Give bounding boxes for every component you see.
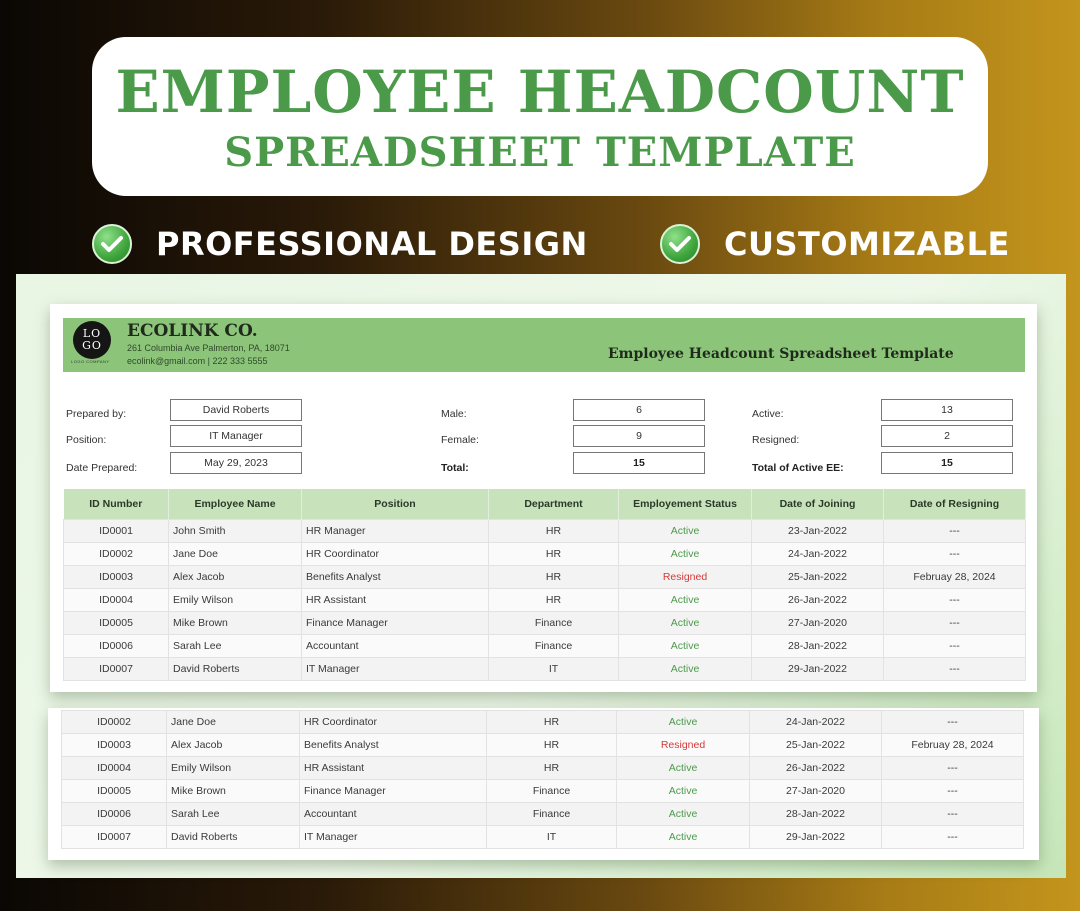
cell-joining-date[interactable]: 27-Jan-2020	[750, 780, 882, 803]
table-row[interactable]	[62, 711, 1024, 734]
cell-id[interactable]: ID0002	[64, 542, 169, 565]
total-active-field[interactable]: 15	[881, 452, 1013, 474]
cell-resigning-date[interactable]: ---	[884, 542, 1026, 565]
cell-status[interactable]: Resigned	[617, 734, 750, 757]
feature-label: CUSTOMIZABLE	[724, 225, 1010, 263]
table-row[interactable]	[64, 634, 1026, 657]
column-header[interactable]: Date of Joining	[752, 489, 884, 519]
table-row[interactable]	[62, 734, 1024, 757]
cell-joining-date[interactable]: 27-Jan-2020	[752, 611, 884, 634]
column-header[interactable]: Employement Status	[619, 489, 752, 519]
cell-department[interactable]: HR	[487, 734, 617, 757]
cell-name[interactable]: David Roberts	[169, 657, 302, 680]
prepared-by-label: Prepared by:	[66, 408, 127, 420]
cell-department[interactable]: Finance	[489, 611, 619, 634]
company-address: 261 Columbia Ave Palmerton, PA, 18071	[127, 343, 290, 353]
table-header-row	[64, 489, 1026, 519]
cell-resigning-date[interactable]: ---	[884, 634, 1026, 657]
resigned-label: Resigned:	[752, 434, 800, 446]
cell-status[interactable]: Active	[617, 757, 750, 780]
cell-status[interactable]: Active	[619, 634, 752, 657]
active-count-field[interactable]: 13	[881, 399, 1013, 421]
cell-id[interactable]: ID0002	[62, 711, 167, 734]
cell-resigning-date[interactable]: ---	[884, 657, 1026, 680]
cell-id[interactable]: ID0005	[64, 611, 169, 634]
date-prepared-field[interactable]: May 29, 2023	[170, 452, 302, 474]
cell-status[interactable]: Active	[617, 826, 750, 849]
cell-joining-date[interactable]: 24-Jan-2022	[752, 542, 884, 565]
cell-joining-date[interactable]: 24-Jan-2022	[750, 711, 882, 734]
check-circle-icon	[92, 224, 132, 264]
employee-table	[63, 489, 1026, 681]
spreadsheet-preview	[50, 304, 1037, 692]
cell-department[interactable]: HR	[489, 565, 619, 588]
cell-resigning-date[interactable]: ---	[882, 826, 1024, 849]
cell-resigning-date[interactable]: Februay 28, 2024	[884, 565, 1026, 588]
cell-id[interactable]: ID0003	[62, 734, 167, 757]
cell-status[interactable]: Active	[619, 588, 752, 611]
cell-id[interactable]: ID0006	[64, 634, 169, 657]
cell-id[interactable]: ID0007	[62, 826, 167, 849]
logo-text: GO	[82, 339, 102, 352]
cell-position[interactable]: Finance Manager	[300, 780, 487, 803]
cell-position[interactable]: Accountant	[300, 803, 487, 826]
table-row[interactable]	[64, 611, 1026, 634]
total-label: Total:	[441, 462, 469, 474]
cell-joining-date[interactable]: 26-Jan-2022	[752, 588, 884, 611]
feature-label: PROFESSIONAL DESIGN	[156, 225, 588, 263]
cell-resigning-date[interactable]: ---	[882, 803, 1024, 826]
employee-table-zoom	[61, 710, 1024, 849]
cell-department[interactable]: Finance	[487, 780, 617, 803]
banner-subtitle: SPREADSHEET TEMPLATE	[224, 129, 856, 176]
cell-joining-date[interactable]: 26-Jan-2022	[750, 757, 882, 780]
cell-name[interactable]: Mike Brown	[169, 611, 302, 634]
table-row[interactable]	[62, 803, 1024, 826]
cell-status[interactable]: Active	[617, 803, 750, 826]
cell-name[interactable]: Mike Brown	[167, 780, 300, 803]
cell-position[interactable]: HR Assistant	[300, 757, 487, 780]
logo-caption: LOGO COMPANY	[71, 359, 110, 364]
preview-stage	[16, 274, 1066, 878]
cell-position[interactable]: IT Manager	[302, 657, 489, 680]
feature-customizable	[660, 222, 1010, 266]
cell-name[interactable]: Alex Jacob	[169, 565, 302, 588]
cell-id[interactable]: ID0007	[64, 657, 169, 680]
cell-name[interactable]: Emily Wilson	[167, 757, 300, 780]
cell-department[interactable]: HR	[487, 711, 617, 734]
banner-title: EMPLOYEE HEADCOUNT	[115, 58, 965, 126]
total-active-label: Total of Active EE:	[752, 462, 844, 474]
total-count-field[interactable]: 15	[573, 452, 705, 474]
cell-department[interactable]: Finance	[489, 634, 619, 657]
table-row[interactable]	[64, 565, 1026, 588]
cell-resigning-date[interactable]: ---	[884, 611, 1026, 634]
cell-id[interactable]: ID0001	[64, 519, 169, 542]
cell-name[interactable]: Alex Jacob	[167, 734, 300, 757]
cell-joining-date[interactable]: 25-Jan-2022	[750, 734, 882, 757]
cell-joining-date[interactable]: 29-Jan-2022	[750, 826, 882, 849]
date-prepared-label: Date Prepared:	[66, 462, 138, 474]
cell-joining-date[interactable]: 25-Jan-2022	[752, 565, 884, 588]
cell-resigning-date[interactable]: ---	[884, 588, 1026, 611]
cell-position[interactable]: HR Manager	[302, 519, 489, 542]
company-contact: ecolink@gmail.com | 222 333 5555	[127, 356, 268, 366]
cell-status[interactable]: Active	[619, 519, 752, 542]
cell-position[interactable]: IT Manager	[300, 826, 487, 849]
cell-status[interactable]: Active	[619, 542, 752, 565]
cell-status[interactable]: Active	[617, 780, 750, 803]
cell-id[interactable]: ID0006	[62, 803, 167, 826]
female-label: Female:	[441, 434, 479, 446]
resigned-count-field[interactable]: 2	[881, 425, 1013, 447]
sheet-title: Employee Headcount Spreadsheet Template	[608, 346, 954, 362]
cell-id[interactable]: ID0005	[62, 780, 167, 803]
prepared-by-field[interactable]: David Roberts	[170, 399, 302, 421]
column-header[interactable]: Department	[489, 489, 619, 519]
cell-status[interactable]: Active	[617, 711, 750, 734]
check-circle-icon	[660, 224, 700, 264]
female-count-field[interactable]: 9	[573, 425, 705, 447]
cell-position[interactable]: Benefits Analyst	[302, 565, 489, 588]
cell-name[interactable]: Jane Doe	[169, 542, 302, 565]
company-name: ECOLINK CO.	[127, 321, 258, 341]
table-row[interactable]	[64, 519, 1026, 542]
cell-name[interactable]: Jane Doe	[167, 711, 300, 734]
cell-department[interactable]: Finance	[487, 803, 617, 826]
cell-position[interactable]: Benefits Analyst	[300, 734, 487, 757]
cell-position[interactable]: Accountant	[302, 634, 489, 657]
cell-joining-date[interactable]: 23-Jan-2022	[752, 519, 884, 542]
spreadsheet-zoom-preview	[48, 708, 1039, 860]
cell-resigning-date[interactable]: ---	[882, 780, 1024, 803]
cell-name[interactable]: Emily Wilson	[169, 588, 302, 611]
company-logo	[73, 321, 111, 359]
male-count-field[interactable]: 6	[573, 399, 705, 421]
table-row[interactable]	[64, 657, 1026, 680]
cell-department[interactable]: IT	[487, 826, 617, 849]
cell-name[interactable]: Sarah Lee	[169, 634, 302, 657]
cell-position[interactable]: HR Coordinator	[302, 542, 489, 565]
table-row[interactable]	[62, 780, 1024, 803]
cell-status[interactable]: Resigned	[619, 565, 752, 588]
cell-resigning-date[interactable]: ---	[882, 757, 1024, 780]
cell-id[interactable]: ID0004	[64, 588, 169, 611]
feature-professional-design	[92, 222, 588, 266]
title-banner	[92, 37, 988, 196]
company-header	[63, 318, 1025, 372]
cell-status[interactable]: Active	[619, 657, 752, 680]
cell-resigning-date[interactable]: Februay 28, 2024	[882, 734, 1024, 757]
cell-department[interactable]: HR	[487, 757, 617, 780]
cell-joining-date[interactable]: 28-Jan-2022	[750, 803, 882, 826]
active-label: Active:	[752, 408, 784, 420]
cell-resigning-date[interactable]: ---	[882, 711, 1024, 734]
table-row[interactable]	[62, 757, 1024, 780]
column-header[interactable]: ID Number	[64, 489, 169, 519]
cell-resigning-date[interactable]: ---	[884, 519, 1026, 542]
cell-joining-date[interactable]: 28-Jan-2022	[752, 634, 884, 657]
cell-id[interactable]: ID0004	[62, 757, 167, 780]
column-header[interactable]: Position	[302, 489, 489, 519]
cell-position[interactable]: Finance Manager	[302, 611, 489, 634]
cell-position[interactable]: HR Assistant	[302, 588, 489, 611]
cell-name[interactable]: John Smith	[169, 519, 302, 542]
cell-department[interactable]: HR	[489, 588, 619, 611]
cell-name[interactable]: David Roberts	[167, 826, 300, 849]
table-row[interactable]	[64, 588, 1026, 611]
cell-joining-date[interactable]: 29-Jan-2022	[752, 657, 884, 680]
column-header[interactable]: Employee Name	[169, 489, 302, 519]
table-row[interactable]	[62, 826, 1024, 849]
cell-id[interactable]: ID0003	[64, 565, 169, 588]
cell-status[interactable]: Active	[619, 611, 752, 634]
cell-position[interactable]: HR Coordinator	[300, 711, 487, 734]
position-label: Position:	[66, 434, 107, 446]
cell-name[interactable]: Sarah Lee	[167, 803, 300, 826]
column-header[interactable]: Date of Resigning	[884, 489, 1026, 519]
cell-department[interactable]: HR	[489, 519, 619, 542]
position-field[interactable]: IT Manager	[170, 425, 302, 447]
cell-department[interactable]: IT	[489, 657, 619, 680]
table-row[interactable]	[64, 542, 1026, 565]
cell-department[interactable]: HR	[489, 542, 619, 565]
male-label: Male:	[441, 408, 467, 420]
logo-text: LO	[82, 327, 102, 340]
